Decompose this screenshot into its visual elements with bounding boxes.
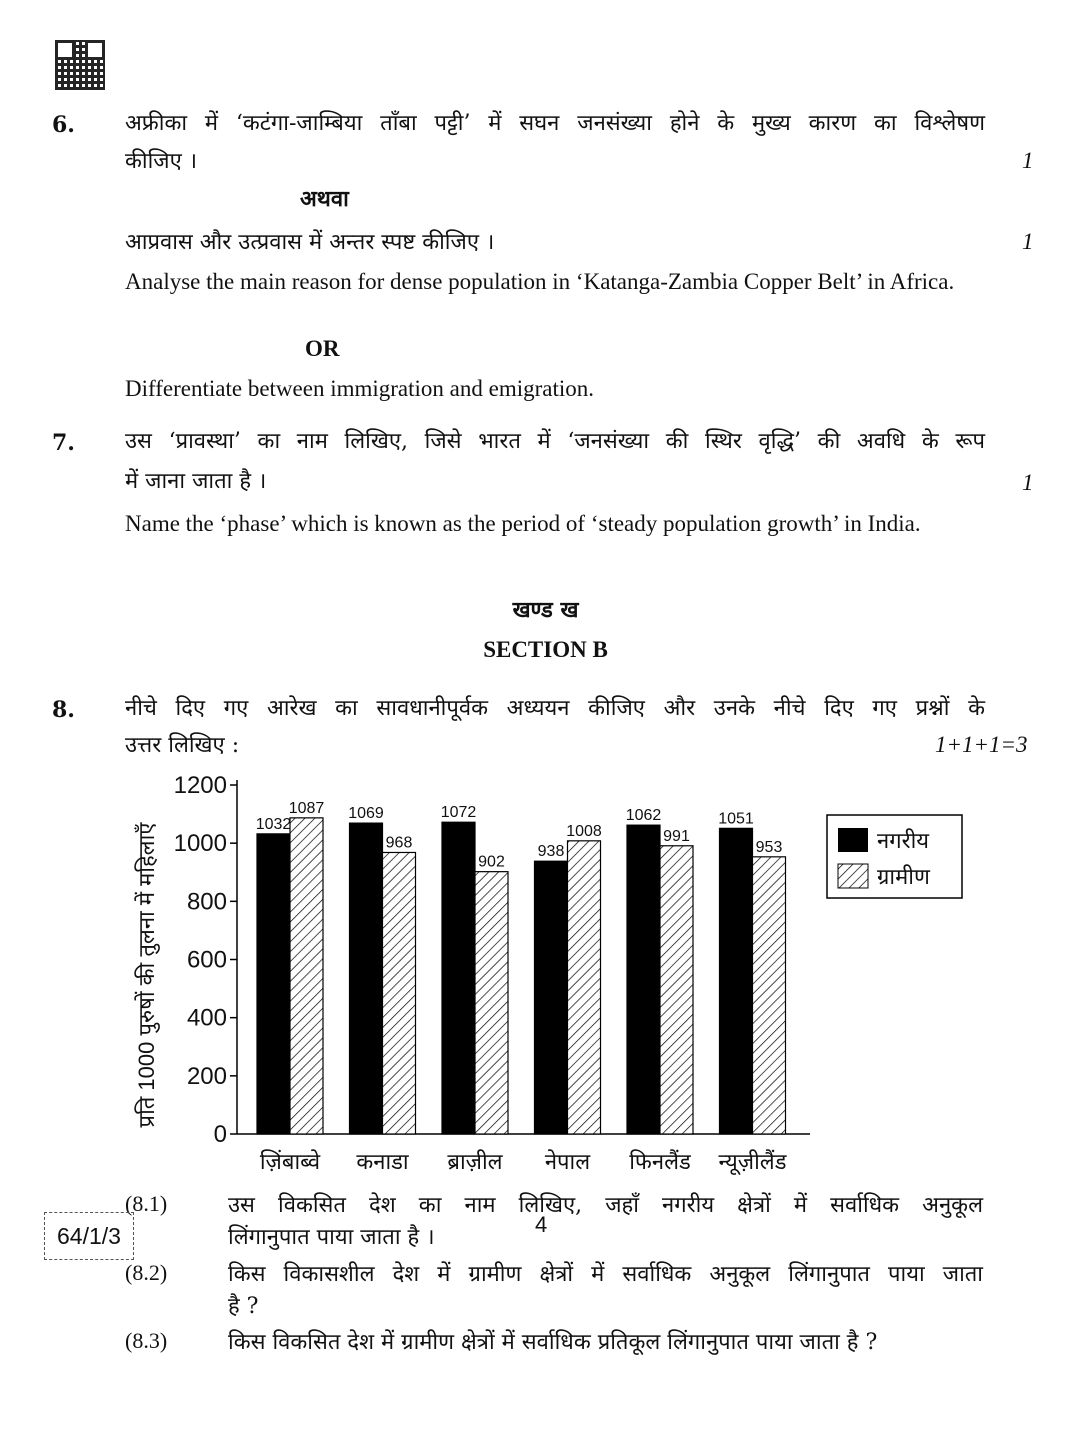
q6-alt-english: Differentiate between immigration and emigration. <box>125 376 594 401</box>
x-tick-label: ब्राज़ील <box>447 1149 503 1174</box>
y-tick-label: 1200 <box>173 772 227 799</box>
sub-question-number: (8.1) <box>125 1191 168 1216</box>
marks: 1 <box>1022 470 1034 495</box>
q6-hindi-line1: अफ्रीका में ‘कटंगा-जाम्बिया ताँबा पट्टी’ में सघन जनसंख्या होने के मुख्य कारण का विश्लेषण <box>125 111 985 136</box>
q8-hindi-line1: नीचे दिए गए आरेख का सावधानीपूर्वक अध्ययन कीजिए और उनके नीचे दिए गए प्रश्नों के <box>125 696 985 721</box>
bar-rural <box>475 872 508 1134</box>
y-tick-label: 200 <box>186 1062 227 1090</box>
bar-value-label: 1051 <box>718 810 754 828</box>
section-heading-english: SECTION B <box>483 637 608 662</box>
x-tick-label: नेपाल <box>544 1149 591 1174</box>
q6-alt-hindi: आप्रवास और उत्प्रवास में अन्तर स्पष्ट कीजिए । <box>125 230 495 255</box>
bar-urban <box>442 822 475 1134</box>
marks: 1 <box>1022 148 1034 173</box>
q7-hindi-line1: उस ‘प्रावस्था’ का नाम लिखिए, जिसे भारत में ‘जनसंख्या की स्थिर वृद्धि’ की अवधि के रूप <box>125 429 985 454</box>
y-tick-label: 0 <box>213 1121 227 1148</box>
sub-question-text-cont: लिंगानुपात पाया जाता है । <box>228 1225 435 1250</box>
x-tick-label: न्यूज़ीलैंड <box>718 1149 787 1174</box>
bar-value-label: 902 <box>478 853 505 871</box>
marks: 1+1+1=3 <box>935 732 1028 757</box>
y-tick-label: 800 <box>186 888 227 916</box>
bar-rural <box>660 846 693 1134</box>
bar-value-label: 953 <box>755 838 783 856</box>
question-number: 8. <box>52 697 75 723</box>
q7-english: Name the ‘phase’ which is known as the period of ‘steady population growth’ in India. <box>125 511 921 536</box>
chart-legend <box>827 815 962 898</box>
bar-urban <box>720 828 753 1134</box>
y-axis-label: प्रति 1000 पुरुषों की तुलना में महिलाएँ <box>134 822 159 1128</box>
legend-swatch-rural <box>838 864 868 888</box>
bar-urban <box>535 861 568 1134</box>
bar-value-label: 968 <box>385 834 413 852</box>
sub-question-text-cont: है ? <box>228 1294 259 1319</box>
or-hindi: अथवा <box>300 186 349 212</box>
bar-rural <box>290 818 323 1134</box>
bar-urban <box>627 825 660 1134</box>
bar-urban <box>350 823 383 1134</box>
bar-urban <box>257 834 290 1134</box>
bar-rural <box>753 857 786 1134</box>
q6-hindi-line2: कीजिए । <box>125 149 198 174</box>
section-heading-hindi: खण्ड ख <box>512 597 579 623</box>
bar-value-label: 1072 <box>440 804 477 822</box>
y-tick-label: 1000 <box>173 830 227 858</box>
sub-question-number: (8.2) <box>125 1260 168 1285</box>
legend-label-rural: ग्रामीण <box>877 864 930 889</box>
page-number: 4 <box>535 1212 548 1237</box>
bar-rural <box>383 852 416 1134</box>
q8-hindi-line2: उत्तर लिखिए : <box>125 733 240 758</box>
y-tick-label: 400 <box>186 1004 227 1032</box>
bar-rural <box>568 841 601 1134</box>
bar-value-label: 938 <box>537 843 565 861</box>
qr-code <box>55 40 105 90</box>
chart-labels <box>256 800 787 1176</box>
sub-question-text: किस विकासशील देश में ग्रामीण क्षेत्रों में सर्वाधिक अनुकूल लिंगानुपात पाया जाता <box>228 1262 983 1287</box>
sub-question-text: उस विकसित देश का नाम लिखिए, जहाँ नगरीय क्षेत्रों में सर्वाधिक अनुकूल <box>228 1193 983 1218</box>
sub-question-number: (8.3) <box>125 1328 168 1353</box>
sex-ratio-bar-chart <box>120 765 980 1185</box>
bar-value-label: 1032 <box>255 815 292 833</box>
or-english: OR <box>305 336 340 361</box>
q7-hindi-line2: में जाना जाता है । <box>125 469 267 494</box>
bar-value-label: 1069 <box>348 805 384 823</box>
bar-value-label: 1087 <box>288 799 325 817</box>
q6-english: Analyse the main reason for dense population in ‘Katanga-Zambia Copper Belt’ in Africa. <box>125 269 955 294</box>
x-tick-label: फिनलैंड <box>629 1149 691 1174</box>
legend-label-urban: नगरीय <box>877 828 930 853</box>
paper-code: 64/1/3 <box>44 1212 134 1260</box>
sub-question-text: किस विकसित देश में ग्रामीण क्षेत्रों में सर्वाधिक प्रतिकूल लिंगानुपात पाया जाता है ? <box>228 1330 878 1355</box>
x-tick-label: ज़िंबाब्वे <box>259 1149 321 1174</box>
x-tick-label: कनाडा <box>356 1149 409 1174</box>
bar-value-label: 991 <box>663 827 690 845</box>
marks: 1 <box>1022 229 1034 254</box>
question-number: 6. <box>52 112 75 138</box>
bar-value-label: 1062 <box>625 807 662 825</box>
y-tick-label: 600 <box>186 946 227 974</box>
bar-value-label: 1008 <box>566 822 602 840</box>
legend-swatch-urban <box>838 828 868 852</box>
question-number: 7. <box>52 430 75 456</box>
